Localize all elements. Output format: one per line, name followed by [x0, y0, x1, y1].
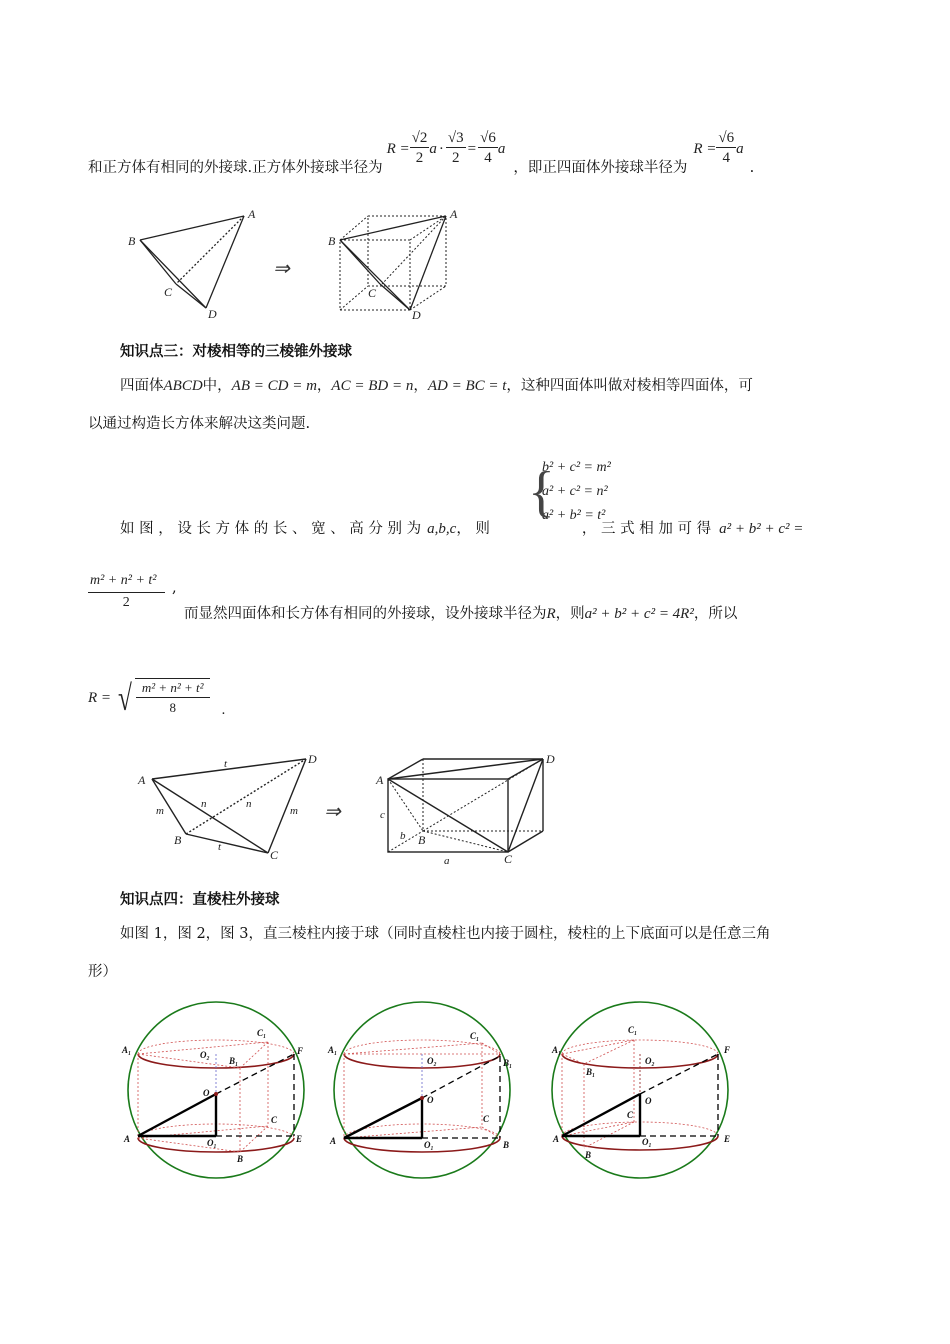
svg-text:c: c [380, 809, 385, 821]
svg-text:C: C [271, 1115, 278, 1125]
implies-arrow-icon: ⇒ [324, 801, 341, 823]
svg-text:C₁: C₁ [257, 1028, 267, 1038]
svg-text:B: B [418, 833, 426, 847]
formula-cube-radius: R = $\frac{√2}{2}$ a · $\frac{√3}{2}$ = $\frac{√6}{4}$ a [386, 130, 506, 166]
svg-text:O₂: O₂ [200, 1050, 210, 1060]
svg-text:O₁: O₁ [642, 1137, 652, 1147]
svg-text:A₁: A₁ [328, 1045, 338, 1055]
svg-text:D: D [412, 308, 421, 322]
svg-text:B: B [237, 1154, 244, 1164]
brace-icon: { [528, 461, 555, 523]
figure-tetrahedron-cube [118, 198, 458, 323]
svg-text:n: n [246, 798, 252, 810]
implies-arrow-icon: ⇒ [273, 258, 290, 280]
prism-figure-1 [121, 1002, 304, 1178]
equation-system: { b² + c² = m² a² + c² = n² a² + b² = t² [532, 456, 611, 528]
para1-line: 和正方体有相同的外接球.正方体外接球半径为 R = $\frac{√2}{2}$ a · $\frac{√3}{2}$ = $\frac{√6}{4}$ a ，即正四面体外接球半径为 R = $\frac{√6}{4}$ a . [88, 130, 755, 176]
svg-text:B: B [503, 1140, 510, 1150]
section3-para3: $\frac{\text{m² + n² + t²}}{2}$ , 而显然四面体和长方体有相同的外接球，设外接球半径为R，则a² + b² + c² = 4R²，所以 [90, 573, 738, 622]
section4-para1: 如图 1，图 2，图 3，直三棱柱内接于球（同时直棱柱也内接于圆柱，棱柱的上下底面可以是任意三角 [120, 926, 771, 942]
svg-text:O: O [203, 1088, 210, 1098]
svg-text:C: C [627, 1110, 634, 1120]
svg-text:O₂: O₂ [645, 1056, 655, 1066]
prism-figure-2 [327, 1002, 512, 1178]
formula-tetra-radius: R = $\frac{√6}{4}$ a [693, 130, 744, 166]
svg-text:C: C [368, 286, 377, 300]
svg-text:C: C [270, 848, 279, 862]
svg-text:m: m [156, 805, 164, 817]
svg-text:D: D [546, 752, 555, 766]
label-A: A [248, 207, 256, 221]
svg-text:m: m [290, 805, 298, 817]
svg-text:B₁: B₁ [229, 1056, 239, 1066]
radius-formula: R = √ $\frac{\text{m² + n² + t²}}{8}$ . [88, 678, 226, 718]
svg-text:O: O [645, 1096, 652, 1106]
section3-para2: 如 图 ， 设 长 方 体 的 长 、 宽 、 高 分 别 为 a,b,c ， 则 ， 三 式 相 加 可 得 a² + b² + c² = [120, 521, 804, 537]
section3-heading: 知识点三：对棱相等的三棱锥外接球 [120, 343, 352, 360]
svg-text:C₁: C₁ [470, 1031, 480, 1041]
svg-text:B₁: B₁ [586, 1067, 596, 1077]
svg-text:O: O [427, 1095, 434, 1105]
svg-text:A: A [330, 1136, 337, 1146]
sqrt-icon: √ [118, 678, 132, 718]
label-B: B [128, 234, 136, 248]
svg-text:C₁: C₁ [628, 1025, 638, 1035]
para1-text: 和正方体有相同的外接球.正方体外接球半径为 [88, 160, 383, 176]
svg-text:O₁: O₁ [424, 1140, 434, 1150]
svg-text:A: A [138, 773, 146, 787]
label-C: C [164, 285, 173, 299]
svg-text:A: A [376, 773, 384, 787]
svg-text:t: t [218, 841, 222, 853]
svg-text:E: E [296, 1134, 303, 1144]
label-D: D [208, 307, 217, 321]
svg-text:B: B [174, 833, 182, 847]
svg-text:b: b [400, 830, 406, 842]
prism-figure-3 [551, 1002, 730, 1178]
svg-text:A: A [124, 1134, 131, 1144]
svg-text:A: A [553, 1134, 560, 1144]
svg-text:B₁: B₁ [503, 1058, 513, 1068]
svg-text:O₁: O₁ [207, 1138, 217, 1148]
section4-heading: 知识点四：直棱柱外接球 [120, 891, 280, 908]
svg-text:B: B [328, 234, 336, 248]
svg-text:F: F [297, 1046, 304, 1056]
svg-text:B: B [585, 1150, 592, 1160]
figure-prisms-in-spheres [118, 998, 748, 1188]
para1-middle: ，即正四面体外接球半径为 [513, 160, 688, 176]
svg-text:A: A [450, 207, 458, 221]
svg-text:A₁: A₁ [122, 1045, 132, 1055]
section3-para1-line2: 以通过构造长方体来解决这类问题. [88, 416, 311, 432]
section3-para1: 四面体ABCD中，AB = CD = m，AC = BD = n，AD = BC = t，这种四面体叫做对棱相等四面体，可 [120, 378, 753, 394]
svg-text:O₂: O₂ [427, 1056, 437, 1066]
section4-para1-line2: 形） [88, 964, 117, 980]
svg-text:t: t [224, 758, 228, 770]
svg-text:a: a [444, 855, 450, 867]
svg-text:A₁: A₁ [552, 1045, 562, 1055]
svg-text:D: D [308, 752, 317, 766]
sum-fraction: $\frac{\text{m² + n² + t²}}{2}$ [88, 572, 165, 613]
svg-text:E: E [724, 1134, 731, 1144]
svg-text:C: C [504, 852, 513, 866]
svg-text:n: n [201, 798, 207, 810]
svg-text:F: F [724, 1045, 731, 1055]
svg-text:C: C [483, 1114, 490, 1124]
figure-tetrahedron-cuboid [118, 746, 578, 868]
